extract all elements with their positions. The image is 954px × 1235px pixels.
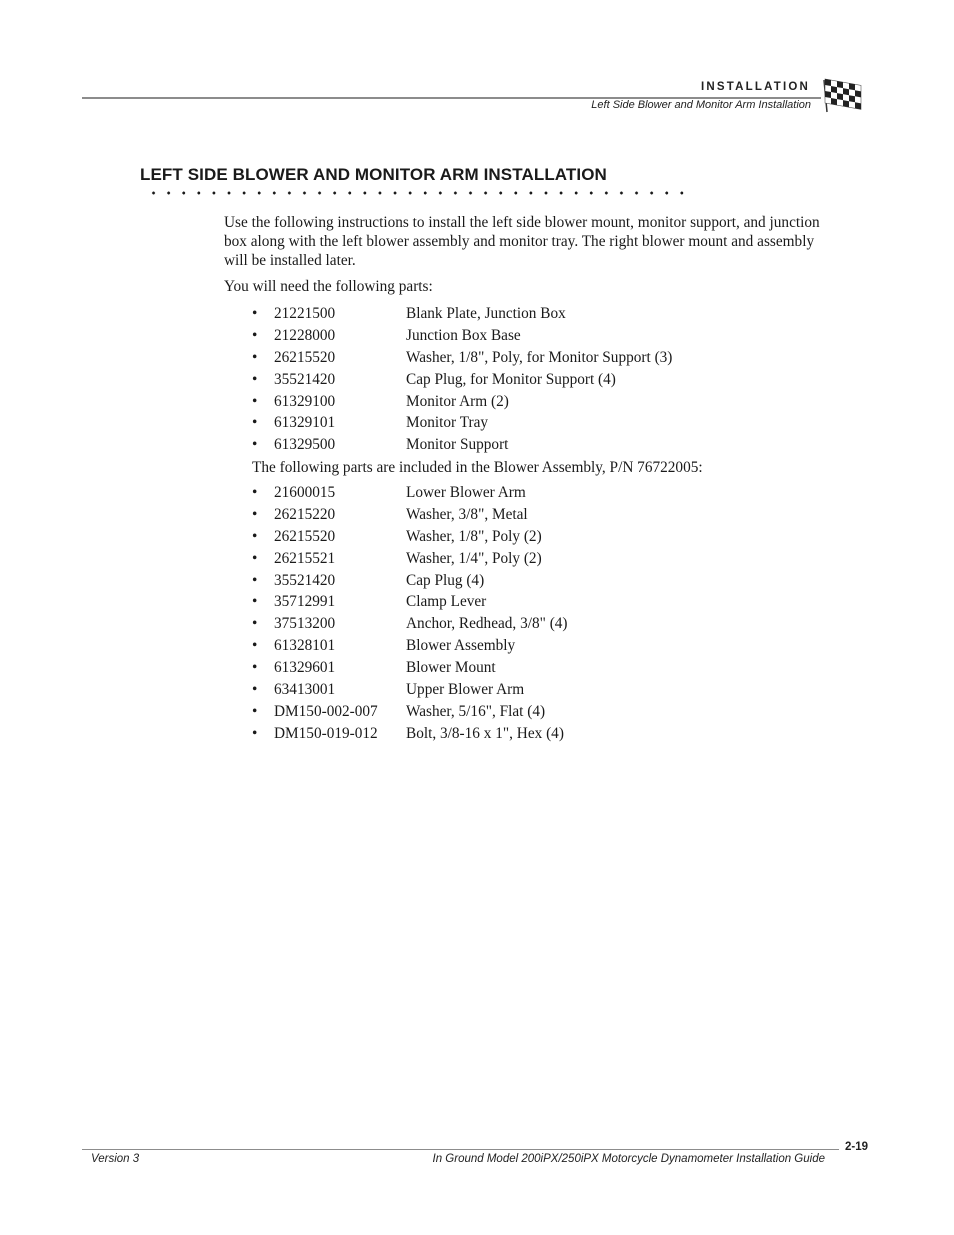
footer-version: Version 3 [91,1153,140,1165]
header-section: INSTALLATION [700,81,810,93]
part-number: 21228000 [274,326,336,344]
part-number: 61328101 [274,637,336,655]
bullet: • [252,549,258,567]
bullet: • [252,370,258,388]
part-number: 35712991 [274,593,336,611]
part-number: 26215521 [274,549,336,567]
part-number: 35521420 [274,370,336,388]
part-description: Monitor Arm (2) [406,392,509,410]
part-description: Blower Assembly [406,637,516,655]
part-number: 63413001 [274,681,336,699]
bullet: • [252,505,258,523]
part-description: Washer, 1/8", Poly, for Monitor Support (3) [406,348,673,366]
part-description: Blank Plate, Junction Box [406,305,566,322]
bullet: • [252,637,258,655]
part-number: 26215520 [274,527,336,545]
part-description: Monitor Support [406,436,509,454]
part-description: Lower Blower Arm [406,484,526,501]
part-number: 21600015 [274,484,336,501]
bullet: • [252,702,258,720]
checkered-flag-icon [820,76,866,114]
bullet: • [252,681,258,699]
part-description: Cap Plug, for Monitor Support (4) [406,370,616,388]
bullet: • [252,484,258,501]
bullet: • [252,724,258,742]
part-number: 61329601 [274,659,336,677]
part-number: DM150-002-007 [274,702,378,720]
bullet: • [252,571,258,589]
part-number: DM150-019-012 [274,724,378,742]
part-description: Washer, 3/8", Metal [406,505,528,523]
dotted-divider [146,191,686,195]
bullet: • [252,305,258,322]
bullet: • [252,659,258,677]
part-description: Upper Blower Arm [406,681,525,699]
footer-rule [82,1149,839,1150]
bullet: • [252,593,258,611]
part-description: Monitor Tray [406,414,489,432]
part-number: 61329500 [274,436,336,454]
header-subsection: Left Side Blower and Monitor Arm Installation [591,99,811,111]
part-number: 35521420 [274,571,336,589]
blower-assembly-intro: The following parts are included in the Blower Assembly, P/N 76722005: [252,459,703,476]
bullet: • [252,348,258,366]
part-number: 26215520 [274,348,336,366]
part-description: Washer, 1/8", Poly (2) [406,527,542,545]
bullet: • [252,527,258,545]
part-number: 26215220 [274,505,336,523]
part-number: 61329101 [274,414,336,432]
part-number: 37513200 [274,615,336,633]
part-number: 61329100 [274,392,336,410]
need-parts-text: You will need the following parts: [224,278,433,295]
bullet: • [252,414,258,432]
footer-guide-title: In Ground Model 200iPX/250iPX Motorcycle Dynamometer Installation Guide [432,1153,825,1165]
intro-paragraph: Use the following instructions to install the left side blower mount, monitor support, and junction box along with the left blower assembly and monitor tray. The right blower mount and assembly will be installed later. [224,214,820,269]
part-description: Washer, 1/4", Poly (2) [406,549,542,567]
part-description: Junction Box Base [406,326,521,344]
bullet: • [252,326,258,344]
part-description: Bolt, 3/8-16 x 1", Hex (4) [406,724,564,742]
page-number: 2-19 [845,1141,869,1153]
part-description: Cap Plug (4) [406,571,485,589]
part-description: Washer, 5/16", Flat (4) [406,702,546,720]
bullet: • [252,615,258,633]
part-number: 21221500 [274,305,336,322]
bullet: • [252,436,258,454]
bullet: • [252,392,258,410]
part-description: Anchor, Redhead, 3/8" (4) [406,615,568,633]
part-description: Blower Mount [406,659,496,677]
section-title: LEFT SIDE BLOWER AND MONITOR ARM INSTALLATION [140,165,607,184]
part-description: Clamp Lever [406,593,487,611]
